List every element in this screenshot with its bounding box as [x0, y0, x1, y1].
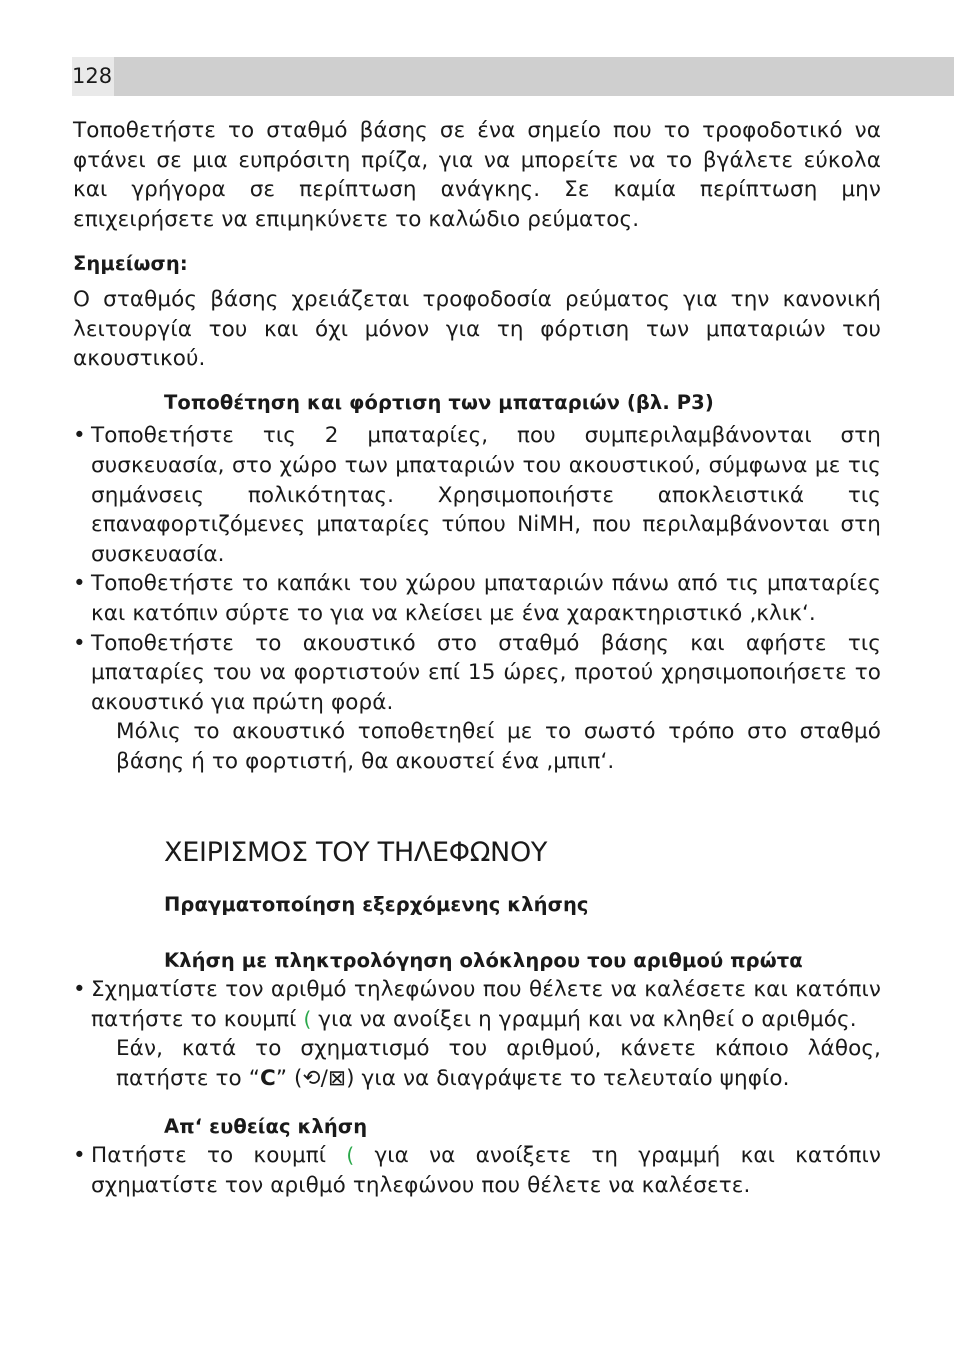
section-title: ΧΕΙΡΙΣΜΟΣ ΤΟΥ ΤΗΛΕΦΩΝΟΥ	[164, 837, 548, 869]
list-item	[73, 569, 881, 628]
phone-talk-icon: (	[346, 1143, 355, 1168]
bullet-icon: •	[73, 630, 86, 656]
bullet-text: Τοποθετήστε το καπάκι του χώρου μπαταριών πάνω από τις μπαταρίες και κατόπιν σύρτε το για να κλείσει με ένα χαρακτηριστικό ‚κλικ‘.	[91, 571, 881, 626]
list-item	[73, 421, 881, 569]
note-heading: Σημείωση:	[73, 252, 188, 276]
page-number: 128	[72, 57, 114, 96]
bullet-icon: •	[73, 1143, 86, 1169]
note-paragraph: Ο σταθμός βάσης χρειάζεται τροφοδοσία ρεύματος για την κανονική λειτουργία του και όχι μόνον για τη φόρτιση των μπαταριών του ακουστικού.	[73, 286, 881, 372]
bullet-text: Τοποθετήστε το ακουστικό στο σταθμό βάσης και αφήστε τις μπαταρίες του να φορτιστούν επί 15 ώρες, προτού χρησιμοποιήσετε το ακουστικό για πρώτη φορά.	[91, 630, 881, 715]
bullet-icon: •	[73, 423, 86, 449]
direct-call-heading: Απ‘ ευθείας κλήση	[164, 1114, 368, 1138]
bullet-icon: •	[73, 571, 86, 597]
list-item	[73, 1141, 881, 1200]
list-item	[73, 975, 881, 1034]
predial-heading: Κλήση με πληκτρολόγηση ολόκληρου του αριθμού πρώτα	[164, 948, 803, 972]
intro-paragraph: Τοποθετήστε το σταθμό βάσης σε ένα σημείο που το τροφοδοτικό να φτάνει σε μια ευπρόσιτη πρίζα, για να μπορείτε να το βγάλετε εύκολα και γρήγορα σε περίπτωση ανάγκης. Σε καμία περίπτωση μην επιχειρήσετε να επιμηκύνετε το καλώδιο ρεύματος.	[73, 118, 881, 232]
c-key-label: C	[259, 1066, 276, 1092]
delete-icon: ⟲/⊠	[302, 1066, 347, 1092]
bullet-text: Πατήστε το κουμπί ( για να ανοίξετε τη γραμμή και κατόπιν σχηματίστε τον αριθμό τηλεφώνου που θέλετε να καλέσετε.	[91, 1143, 882, 1198]
phone-talk-icon: (	[303, 1006, 312, 1031]
batteries-heading: Τοποθέτηση και φόρτιση των μπαταριών (βλ. P3)	[164, 390, 714, 414]
continuation-text: Μόλις το ακουστικό τοποθετηθεί με το σωστό τρόπο στο σταθμό βάσης ή το φορτιστή, θα ακουστεί ένα ‚μπιπ‘.	[116, 719, 881, 774]
bullet-text: Σχηματίστε τον αριθμό τηλεφώνου που θέλετε να καλέσετε και κατόπιν πατήστε το κουμπί ( για να ανοίξει η γραμμή και να κληθεί ο αριθμός.	[91, 977, 881, 1032]
page-content	[73, 116, 881, 1200]
list-item	[73, 629, 881, 718]
continuation-text: Εάν, κατά το σχηματισμό του αριθμού, κάνετε κάποιο λάθος, πατήστε το “C” (⟲/⊠) για να διαγράψετε το τελευταίο ψηφίο.	[116, 1036, 881, 1092]
bullet-icon: •	[73, 977, 86, 1003]
header-bar	[72, 57, 954, 96]
bullet-text: Τοποθετήστε τις 2 μπαταρίες, που συμπεριλαμβάνονται στη συσκευασία, στο χώρο των μπαταριών του ακουστικού, σύμφωνα με τις σημάνσεις πολικότητας. Χρησιμοποιήστε αποκλειστικά τις επαναφορτιζόμενες μπαταρίες τύπου NiMH, που περιλαμβάνονται στη συσκευασία.	[91, 423, 881, 567]
outgoing-call-heading: Πραγματοποίηση εξερχόμενης κλήσης	[164, 893, 589, 917]
